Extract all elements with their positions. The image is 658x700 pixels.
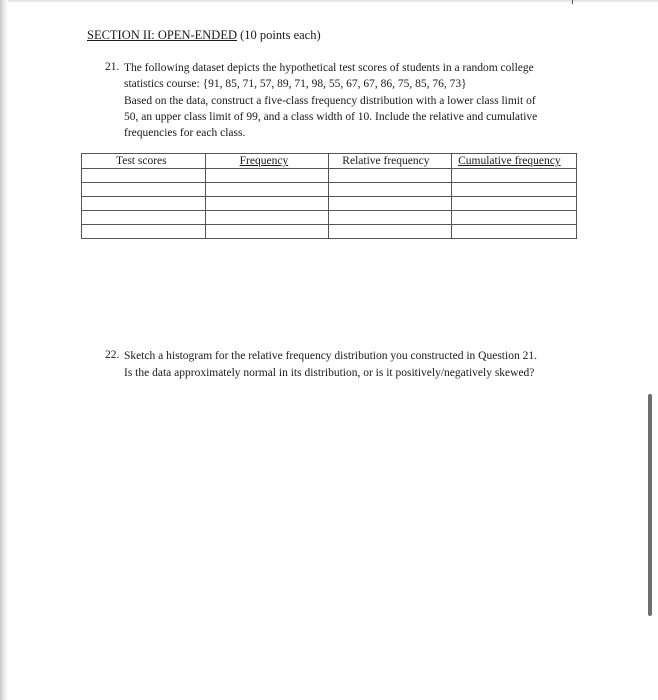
- table-cell[interactable]: [452, 211, 577, 225]
- table-cell[interactable]: [329, 169, 452, 183]
- section-title: SECTION II: OPEN-ENDED: [87, 28, 237, 42]
- frequency-table: [81, 153, 577, 239]
- vertical-scrollbar[interactable]: [648, 394, 652, 616]
- table-cell[interactable]: [205, 225, 329, 239]
- table-header-row: [82, 154, 577, 169]
- question-21-line-1: The following dataset depicts the hypothetical test scores of students in a random college: [124, 62, 534, 74]
- question-21-line-3: Based on the data, construct a five-class frequency distribution with a lower class limit of: [124, 95, 536, 107]
- question-22-line-2: Is the data approximately normal in its distribution, or is it positively/negatively skewed?: [124, 367, 535, 379]
- table-cell[interactable]: [452, 169, 577, 183]
- table-cell[interactable]: [205, 183, 329, 197]
- table-cell[interactable]: [82, 197, 206, 211]
- question-21-number: 21.: [105, 61, 120, 73]
- table-cell[interactable]: [205, 211, 329, 225]
- table-cell[interactable]: [205, 197, 329, 211]
- table-cell[interactable]: [452, 183, 577, 197]
- section-points: (10 points each): [240, 28, 321, 42]
- table-row: [82, 183, 577, 197]
- table-row: [82, 169, 577, 183]
- page-top-shadow: [0, 0, 658, 3]
- table-cell[interactable]: [205, 169, 329, 183]
- header-relative-frequency: Relative frequency: [329, 154, 452, 169]
- page-corner-mark: [572, 0, 573, 4]
- question-21-line-4: 50, an upper class limit of 99, and a class width of 10. Include the relative and cumulative: [124, 111, 538, 123]
- table-cell[interactable]: [329, 225, 452, 239]
- header-cumulative-frequency: Cumulative frequency: [452, 154, 577, 169]
- question-21-line-2: statistics course: {91, 85, 71, 57, 89, 71, 98, 55, 67, 67, 86, 75, 85, 76, 73}: [124, 78, 467, 90]
- table-cell[interactable]: [82, 211, 206, 225]
- section-heading: [87, 28, 321, 43]
- page-left-edge: [0, 0, 8, 700]
- table-row: [82, 211, 577, 225]
- table-cell[interactable]: [82, 225, 206, 239]
- table-cell[interactable]: [329, 211, 452, 225]
- table-cell[interactable]: [82, 183, 206, 197]
- question-21-line-5: frequencies for each class.: [124, 127, 246, 139]
- table-cell[interactable]: [82, 169, 206, 183]
- header-test-scores: Test scores: [82, 154, 206, 169]
- table-cell[interactable]: [329, 197, 452, 211]
- table-row: [82, 225, 577, 239]
- table-row: [82, 197, 577, 211]
- table-cell[interactable]: [452, 197, 577, 211]
- table-cell[interactable]: [329, 183, 452, 197]
- question-22-line-1: Sketch a histogram for the relative frequency distribution you constructed in Question 21.: [124, 350, 537, 362]
- table-cell[interactable]: [452, 225, 577, 239]
- question-22-number: 22.: [105, 349, 120, 361]
- header-frequency: Frequency: [205, 154, 329, 169]
